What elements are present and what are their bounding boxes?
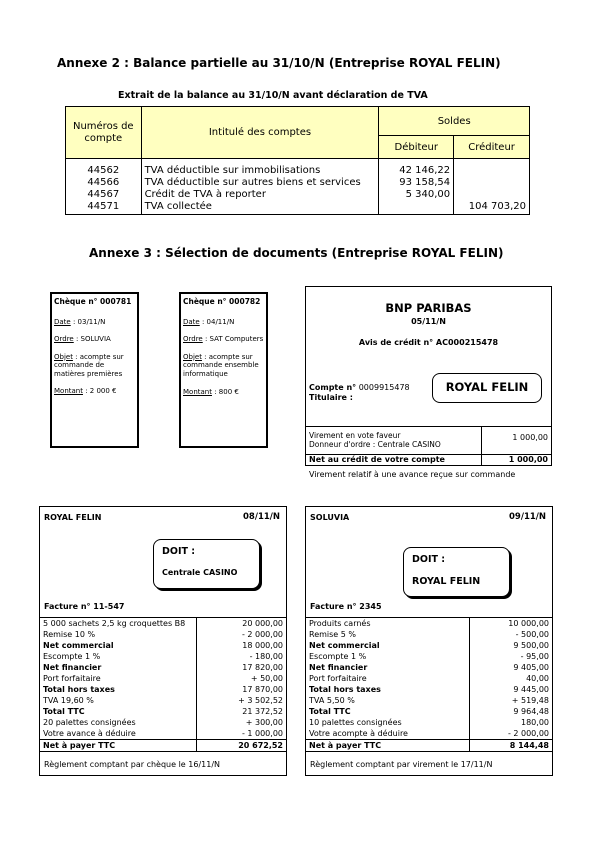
transfer-amount: 1 000,00 — [512, 433, 548, 442]
col-debiteur — [379, 159, 454, 215]
invoice-date: 09/11/N — [509, 512, 546, 522]
list-item: Votre avance à déduire - 1 000,00 — [43, 729, 283, 738]
invoice-number: Facture n° 2345 — [310, 602, 382, 611]
annexe2-title: Annexe 2 : Balance partielle au 31/10/N (Entreprise ROYAL FELIN) — [57, 56, 501, 70]
cheque-montant: Montant : 2 000 € — [54, 387, 117, 395]
net-total-row: Net à payer TTC 20 672,52 — [40, 739, 286, 751]
cheque-000781 — [50, 292, 139, 448]
invoice-11-547 — [39, 506, 287, 776]
payment-terms: Règlement comptant par virement le 17/11/N — [310, 760, 493, 769]
invoice-lines — [40, 617, 286, 752]
list-item: Votre acompte à déduire - 2 000,00 — [309, 729, 549, 738]
account-holder-box: ROYAL FELIN — [432, 373, 542, 403]
invoice-company: ROYAL FELIN — [44, 513, 102, 522]
col-crediteur — [454, 159, 530, 215]
net-credit-label: Net au crédit de votre compte — [309, 455, 445, 464]
table-cell: 44562 — [87, 165, 120, 176]
list-item: Remise 5 % - 500,00 — [309, 630, 549, 639]
transfer-note: Virement relatif à une avance reçue sur commande — [309, 470, 516, 479]
table-cell: 44566 — [87, 177, 120, 188]
col-numeros — [66, 159, 142, 215]
cheque-title: Chèque n° 000782 — [183, 297, 261, 306]
table-cell: 44567 — [87, 189, 120, 200]
notice-number: Avis de crédit n° AC000215478 — [358, 338, 499, 347]
account-info: Compte n° 0009915478 Titulaire : — [309, 383, 410, 402]
list-item: Net financier 17 820,00 — [43, 663, 283, 672]
table-cell: 104 703,20 — [468, 201, 526, 212]
header-crediteur: Créditeur — [454, 136, 530, 159]
invoice-lines — [306, 617, 552, 752]
annexe3-title: Annexe 3 : Sélection de documents (Entreprise ROYAL FELIN) — [89, 246, 504, 260]
doit-client: ROYAL FELIN — [412, 576, 481, 587]
header-numeros: Numéros de compte — [66, 107, 142, 159]
doit-client: Centrale CASINO — [162, 568, 238, 577]
list-item: Total TTC 21 372,52 — [43, 707, 283, 716]
payment-terms: Règlement comptant par chèque le 16/11/N — [44, 760, 220, 769]
list-item: Total hors taxes 9 445,00 — [309, 685, 549, 694]
cheque-000782 — [179, 292, 268, 448]
cheque-ordre: Ordre : SOLUVIA — [54, 335, 111, 343]
table-cell: 5 340,00 — [405, 189, 451, 200]
list-item: Net commercial 18 000,00 — [43, 641, 283, 650]
table-cell: 42 146,22 — [399, 165, 451, 176]
cheque-montant: Montant : 800 € — [183, 388, 239, 396]
transfer-description: Virement en vote faveur Donneur d'ordre : Centrale CASINO — [309, 431, 441, 449]
header-intitule: Intitulé des comptes — [141, 107, 379, 159]
cheque-objet: Objet : acompte sur commande ensemble informatique — [183, 352, 259, 378]
divider — [481, 426, 482, 466]
list-item: Total TTC 9 964,48 — [309, 707, 549, 716]
invoice-date: 08/11/N — [243, 512, 280, 522]
invoice-number: Facture n° 11-547 — [44, 602, 125, 611]
list-item: Net financier 9 405,00 — [309, 663, 549, 672]
doit-box — [153, 539, 260, 589]
balance-caption: Extrait de la balance au 31/10/N avant déclaration de TVA — [118, 90, 428, 101]
list-item: Net commercial 9 500,00 — [309, 641, 549, 650]
bnp-credit-notice — [305, 286, 552, 466]
list-item: TVA 5,50 % + 519,48 — [309, 696, 549, 705]
list-item: Escompte 1 % - 95,00 — [309, 652, 549, 661]
list-item: Produits carnés 10 000,00 — [309, 619, 549, 628]
doit-box — [403, 547, 510, 597]
invoice-company: SOLUVIA — [310, 513, 350, 522]
list-item: Port forfaitaire + 50,00 — [43, 674, 283, 683]
doit-label: DOIT : — [412, 554, 446, 565]
bank-name: BNP PARIBAS — [385, 301, 472, 315]
net-total-row: Net à payer TTC 8 144,48 — [306, 739, 552, 751]
cheque-title: Chèque n° 000781 — [54, 297, 132, 306]
list-item: 5 000 sachets 2,5 kg croquettes B8 20 000,00 — [43, 619, 283, 628]
table-cell — [457, 189, 526, 201]
table-cell: TVA déductible sur immobilisations — [144, 165, 321, 176]
balance-table — [65, 106, 530, 215]
list-item: Escompte 1 % - 180,00 — [43, 652, 283, 661]
list-item: Remise 10 % - 2 000,00 — [43, 630, 283, 639]
cheque-date: Date : 04/11/N — [183, 317, 235, 326]
list-item: Total hors taxes 17 870,00 — [43, 685, 283, 694]
table-cell: 44571 — [87, 201, 120, 212]
table-cell — [382, 201, 450, 213]
list-item: Port forfaitaire 40,00 — [309, 674, 549, 683]
header-soldes: Soldes — [379, 107, 530, 136]
notice-date: 05/11/N — [411, 317, 446, 326]
cheque-objet: Objet : acompte sur commande de matières premières — [54, 352, 124, 378]
table-cell — [457, 177, 526, 189]
table-cell: 93 158,54 — [399, 177, 451, 188]
net-credit-amount: 1 000,00 — [508, 455, 548, 464]
cheque-ordre: Ordre : SAT Computers — [183, 335, 264, 343]
table-cell: Crédit de TVA à reporter — [144, 189, 266, 200]
table-cell: TVA collectée — [144, 201, 212, 212]
table-cell: TVA déductible sur autres biens et services — [144, 177, 361, 188]
col-intitule — [141, 159, 379, 215]
header-debiteur: Débiteur — [379, 136, 454, 159]
invoice-2345 — [305, 506, 553, 776]
list-item: TVA 19,60 % + 3 502,52 — [43, 696, 283, 705]
list-item: 20 palettes consignées + 300,00 — [43, 718, 283, 727]
divider — [306, 426, 551, 427]
table-cell — [457, 165, 526, 177]
doit-label: DOIT : — [162, 546, 196, 557]
cheque-date: Date : 03/11/N — [54, 317, 106, 326]
list-item: 10 palettes consignées 180,00 — [309, 718, 549, 727]
